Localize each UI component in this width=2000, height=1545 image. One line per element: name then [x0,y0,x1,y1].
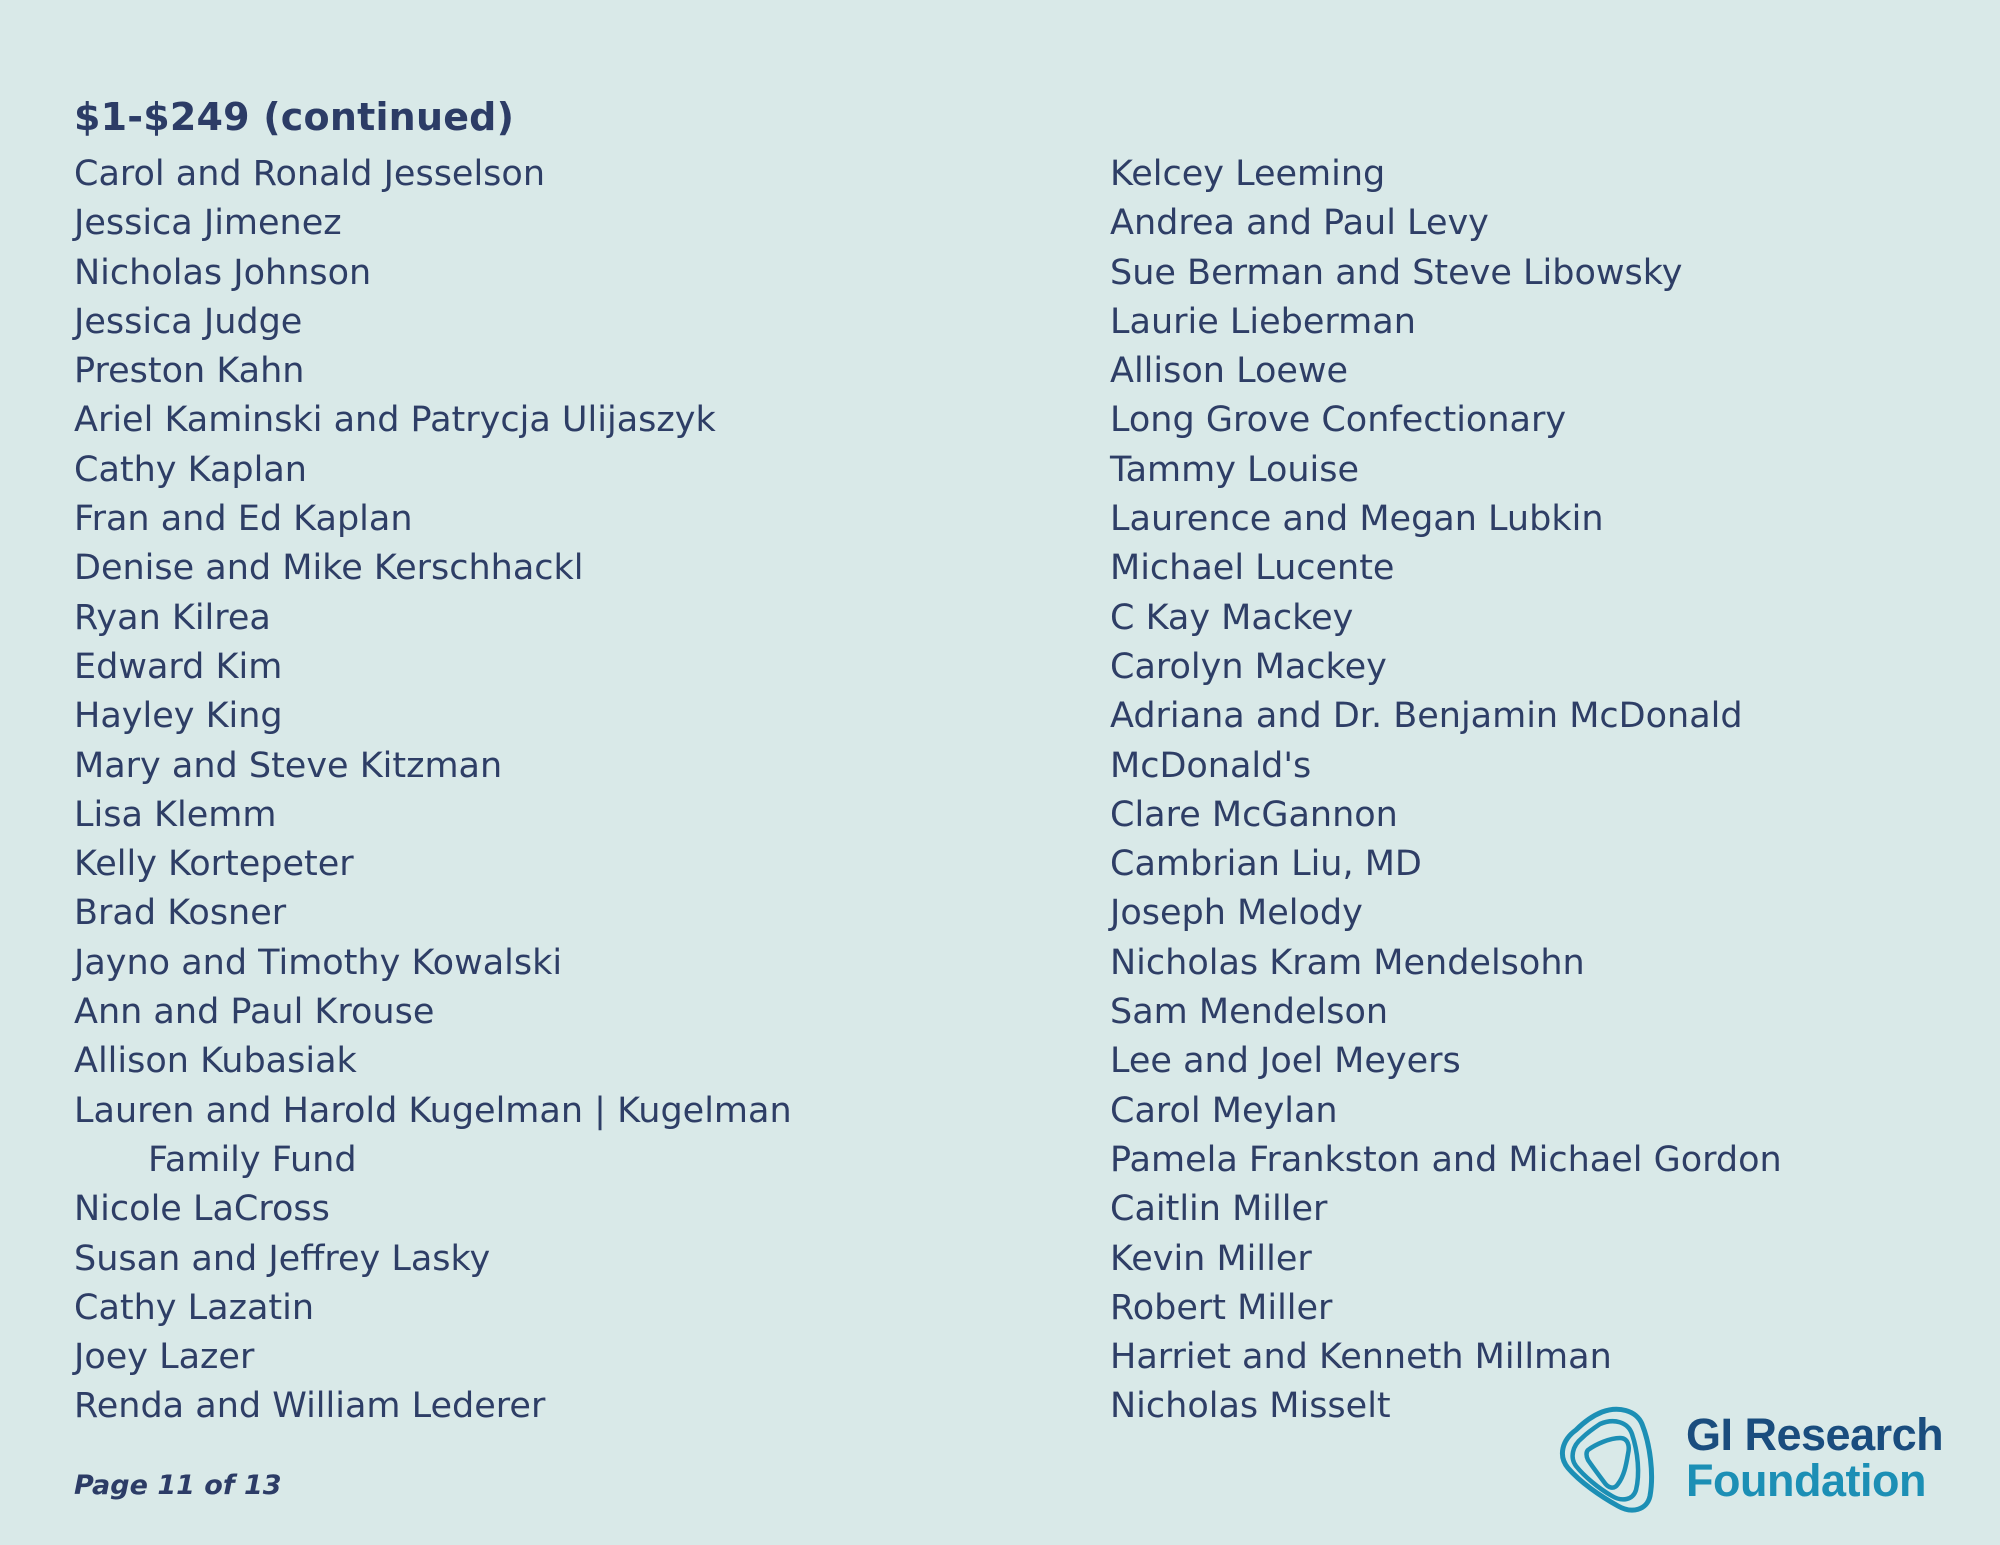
donor-name: Preston Kahn [74,351,305,392]
donor-name: Allison Loewe [1110,351,1349,392]
donor-name: Long Grove Confectionary [1110,400,1567,441]
donor-name: Andrea and Paul Levy [1110,203,1489,244]
donor-name: Carol Meylan [1110,1090,1338,1131]
donor-name: Jessica Judge [74,301,303,342]
donor-name: Fran and Ed Kaplan [74,499,413,540]
donor-name: Cathy Kaplan [74,449,307,490]
gi-research-foundation-logo [1558,1404,1958,1514]
donor-name: Nicholas Misselt [1110,1386,1391,1427]
donor-name: Jessica Jimenez [74,203,342,244]
donor-name: Denise and Mike Kerschhackl [74,548,584,589]
donor-name: Joseph Melody [1110,893,1363,934]
donor-name: Renda and William Lederer [74,1386,546,1427]
donor-name: Robert Miller [1110,1287,1333,1328]
donor-name: Allison Kubasiak [74,1041,357,1082]
donor-list-left [74,150,792,1432]
logo-line-gi-research: GI Research [1686,1409,1944,1460]
donor-name: Lauren and Harold Kugelman | Kugelman [74,1090,792,1131]
donor-name: Carolyn Mackey [1110,646,1387,687]
logo-wordmark [1686,1409,1944,1506]
donor-name-continuation [74,1136,792,1185]
donor-name: Ann and Paul Krouse [74,992,435,1033]
donor-name: Nicole LaCross [74,1189,330,1230]
donor-name: Susan and Jeffrey Lasky [74,1238,491,1279]
donor-name: Lee and Joel Meyers [1110,1041,1461,1082]
donor-name: Laurence and Megan Lubkin [1110,499,1604,540]
donor-name: Kevin Miller [1110,1238,1312,1279]
donor-name: Michael Lucente [1110,548,1395,589]
donor-name: Sue Berman and Steve Libowsky [1110,252,1683,293]
rounded-triangle-loops-icon [1558,1404,1664,1514]
donor-name: Laurie Lieberman [1110,301,1416,342]
donor-name: C Kay Mackey [1110,597,1354,638]
donor-name: Nicholas Kram Mendelsohn [1110,942,1585,983]
donor-name: Lisa Klemm [74,794,277,835]
donor-name: Sam Mendelson [1110,992,1389,1033]
donor-name: Ariel Kaminski and Patrycja Ulijaszyk [74,400,716,441]
donor-name: Kelly Kortepeter [74,844,354,885]
donor-name: Cambrian Liu, MD [1110,844,1422,885]
donor-name: Brad Kosner [74,893,287,934]
donor-name: Cathy Lazatin [74,1287,315,1328]
donor-name: Clare McGannon [1110,794,1398,835]
donor-name: Edward Kim [74,646,283,687]
donor-name: Hayley King [74,696,283,737]
donor-name: Ryan Kilrea [74,597,271,638]
donor-name: Adriana and Dr. Benjamin McDonald [1110,696,1743,737]
logo-line-foundation: Foundation [1686,1455,1926,1506]
donor-name: Carol and Ronald Jesselson [74,154,546,194]
donor-name: Kelcey Leeming [1110,154,1386,194]
donor-list-right [1110,150,1782,1432]
donor-name: Mary and Steve Kitzman [74,745,503,786]
donor-name: Harriet and Kenneth Millman [1110,1337,1612,1378]
donor-name: McDonald's [1110,745,1312,786]
donor-name: Tammy Louise [1110,449,1360,490]
section-heading: $1-$249 (continued) [74,95,515,140]
donor-name: Jayno and Timothy Kowalski [74,942,563,983]
page-number: Page 11 of 13 [74,1470,282,1501]
donor-name: Joey Lazer [74,1337,255,1378]
donor-name: Caitlin Miller [1110,1189,1328,1230]
donor-name: Pamela Frankston and Michael Gordon [1110,1139,1782,1180]
donor-name-wrapped-text: Family Fund [148,1139,357,1180]
donor-name: Nicholas Johnson [74,252,372,293]
